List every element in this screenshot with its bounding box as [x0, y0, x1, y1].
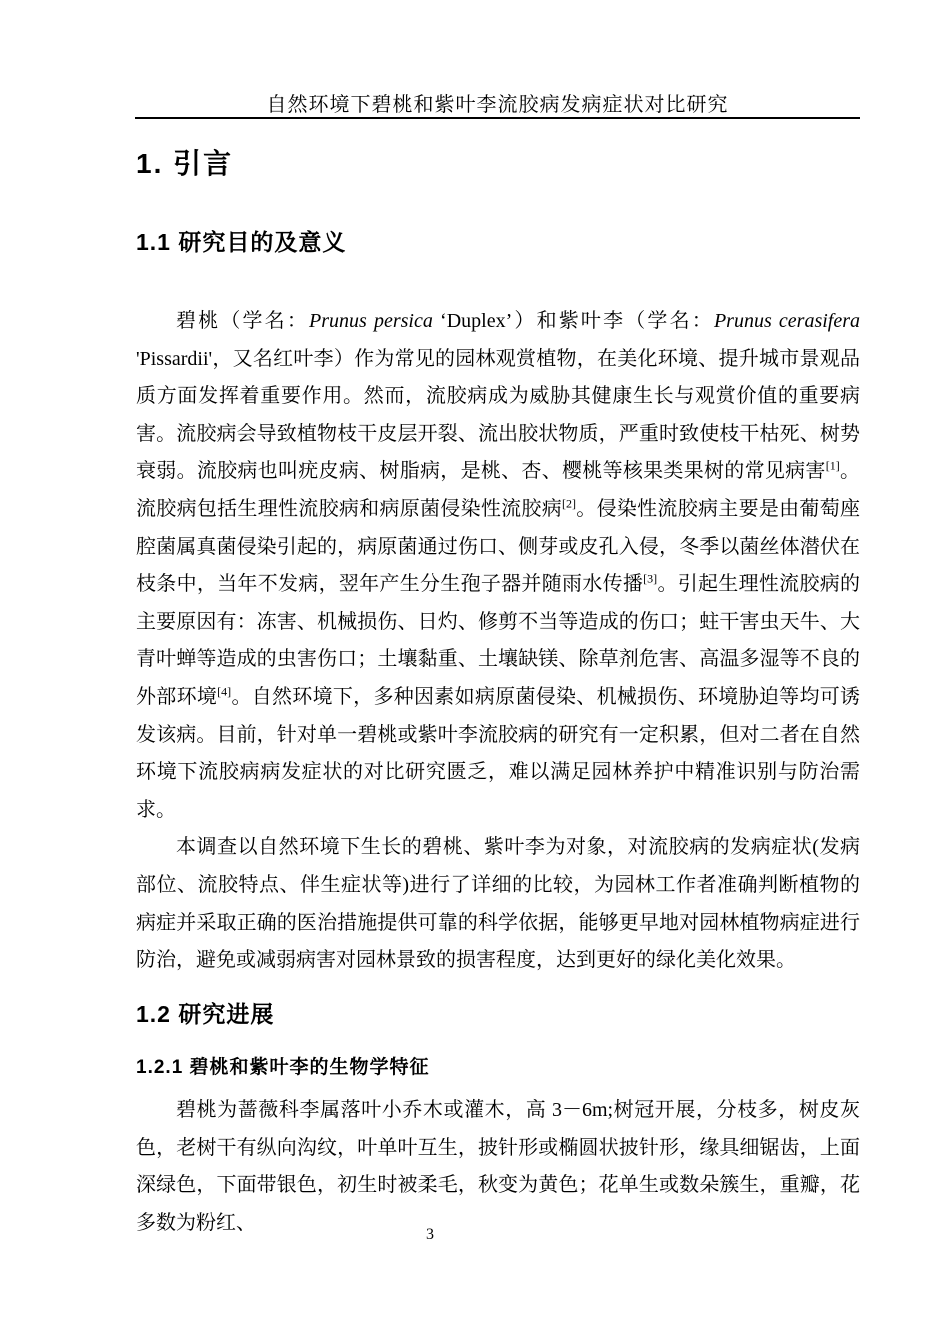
paragraph-biology: 碧桃为蔷薇科李属落叶小乔木或灌木，高 3－6m;树冠开展，分枝多，树皮灰色，老树干有纵向沟纹，叶单叶互生，披针形或椭圆状披针形，缘具细锯齿，上面深绿色，下面带银色，初生时被柔毛，秋变为黄色；花单生或数朵簇生，重瓣，花多数为粉红、 — [136, 1099, 860, 1234]
paragraph-intro-2: 本调查以自然环境下生长的碧桃、紫叶李为对象，对流胶病的发病症状(发病部位、流胶特点、伴生症状等)进行了详细的比较，为园林工作者准确判断植物的病症并采取正确的医治措施提供可靠的科学依据，能够更早地对园林植物病症进行防治，避免或减弱病害对园林景致的损害程度，达到更好的绿化美化效果。 — [136, 836, 860, 972]
page-number: 3 — [426, 1226, 434, 1243]
heading-biological-characteristics: 1.2.1 碧桃和紫叶李的生物学特征 — [136, 1057, 430, 1078]
heading-research-progress: 1.2 研究进展 — [136, 1001, 275, 1027]
biology-body — [136, 1092, 860, 1242]
introduction-body — [136, 303, 860, 980]
heading-research-purpose: 1.1 研究目的及意义 — [136, 229, 347, 255]
running-head-title: 自然环境下碧桃和紫叶李流胶病发病症状对比研究 — [266, 94, 729, 116]
heading-introduction: 1. 引言 — [136, 148, 234, 179]
header-rule — [135, 117, 860, 119]
paragraph-intro-1: 碧桃（学名：Prunus persica ‘Duplex’）和紫叶李（学名：Prunus cerasifera 'Pissardii'，又名红叶李）作为常见的园林观赏植物，在美化环境、提升城市景观品质方面发挥着重要作用。然而，流胶病成为威胁其健康生长与观赏价值的重要病害。流胶病会导致植物枝干皮层开裂、流出胶状物质，严重时致使枝干枯死、树势衰弱。流胶病也叫疣皮病、树脂病，是桃、杏、樱桃等核果类果树的常见病害[1]。流胶病包括生理性流胶病和病原菌侵染性流胶病[2]。侵染性流胶病主要是由葡萄座腔菌属真菌侵染引起的，病原菌通过伤口、侧芽或皮孔入侵，冬季以菌丝体潜伏在枝条中，当年不发病，翌年产生分生孢子器并随雨水传播[3]。引起生理性流胶病的主要原因有：冻害、机械损伤、日灼、修剪不当等造成的伤口；蛀干害虫天牛、大青叶蝉等造成的虫害伤口；土壤黏重、土壤缺镁、除草剂危害、高温多湿等不良的外部环境[4]。自然环境下，多种因素如病原菌侵染、机械损伤、环境胁迫等均可诱发该病。目前，针对单一碧桃或紫叶李流胶病的研究有一定积累，但对二者在自然环境下流胶病病发症状的对比研究匮乏，难以满足园林养护中精准识别与防治需求。 — [136, 310, 861, 821]
